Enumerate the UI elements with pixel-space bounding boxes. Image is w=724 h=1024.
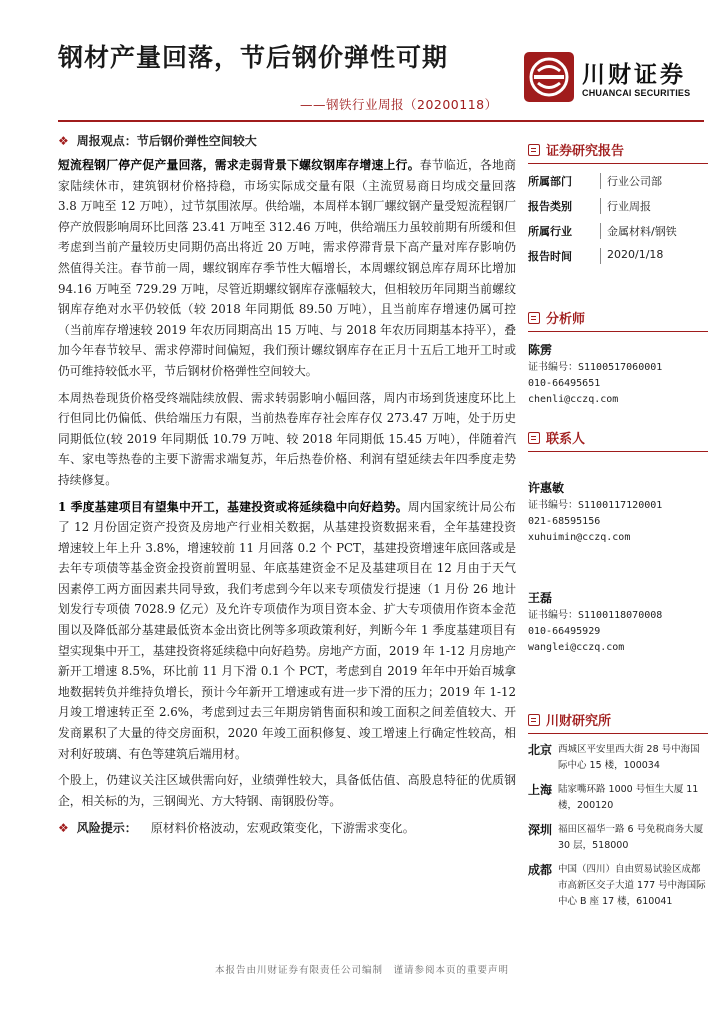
paragraph-2: 本周热卷现货价格受终端陆续放假、需求转弱影响小幅回落，周内市场到货速度环比上行但同比仍偏低、供给端压力有限，当前热卷库存社会库存仅 273.47 万吨，处于历史同期低位(较 2019 年同期低 10.79 万吨、较 2018 年同期低 15.45 万吨），伴随着汽车、家电等热卷的主要下游需求端复苏，年后热卷价格、利润有望延续去年四季度走势持续修复。 — [58, 390, 516, 487]
report-info-row: 报告时间 2020/1/18 — [528, 248, 664, 263]
contact-name: 许惠敏 — [528, 481, 565, 495]
contact-email[interactable]: xuhuimin@cczq.com — [528, 532, 631, 543]
contact-cert: 证书编号：S1100118070008 — [528, 610, 663, 621]
logo-icon — [524, 52, 574, 102]
paragraph-3-body: 周内国家统计局公布了 12 月份固定资产投资及房地产行业相关数据，从基建投资数据来看，全年基建投资增速较上年上升 3.8%，增速较前 11 月回落 0.2 个 PCT，基建投资增速年底回落或是去年专项债等基金资金投资前置明显、年底基建资金不足及基建项目在 12 月由于天气因素停工两方面因素共同导致，我们考虑到今年以来专项债发行提速（1 月份 26 地计划发行专项债 7028.9 亿元）及允许专项债作为项目资本金、扩大专项债用作资本金范围以及降低部分基建最低资本金出资比例等多项政策利好，判断今年 1 季度基建项目有望实现集中开工，基建投资将延续稳中向好趋势。房地产方面，2019 年 1-12 月房地产新开工增速 8.5%，环比前 11 月下滑 0.1 个 PCT，考虑到自 2019 年年中开始百城拿地数据转负并维持负增长，预计今年新开工增速或有进一步下滑的压力；2019 年 1-12 月竣工增速转正至 2.6%，考虑到过去三年期房销售面积和竣工面积之间差值较大、开发商累积了大量的待交房面积，2020 年竣工面积修复、竣工增速上行确定性较高，相对利好玻璃、有色等建筑后端用材。 — [58, 499, 516, 761]
office-address: 深圳 福田区福华一路 6 号免税商务大厦 30 层，518000 — [528, 823, 704, 851]
analyst-heading: 分析师 — [528, 308, 708, 332]
document-icon — [528, 312, 540, 324]
analyst-name: 陈雳 — [528, 343, 553, 357]
paragraph-1-lead: 短流程钢厂停产促产量回落，需求走弱背景下螺纹钢库存增速上行。 — [58, 158, 420, 172]
report-info-row: 所属部门 行业公司部 — [528, 175, 662, 188]
contact-phone: 021-68595156 — [528, 516, 601, 527]
contact-name: 王磊 — [528, 591, 553, 605]
contact-cert: 证书编号：S1100117120001 — [528, 500, 663, 511]
report-info-row: 所属行业 金属材料/钢铁 — [528, 225, 677, 238]
document-icon — [528, 144, 540, 156]
diamond-bullet-icon: ❖ — [58, 820, 69, 835]
analyst-phone: 010-66495651 — [528, 378, 601, 389]
logo-text-en: CHUANCAI SECURITIES — [582, 88, 691, 98]
page-footer: 本报告由川财证券有限责任公司编制 谨请参阅本页的重要声明 — [214, 965, 509, 976]
contact-card — [528, 590, 708, 656]
paragraph-3-lead: 1 季度基建项目有望集中开工，基建投资或将延续稳中向好趋势。 — [58, 499, 408, 514]
section-heading — [58, 132, 516, 149]
analyst-card — [528, 342, 708, 408]
risk-text: 原材料价格波动，宏观政策变化，下游需求变化。 — [150, 821, 415, 836]
paragraph-3 — [58, 497, 516, 765]
contact-card — [528, 480, 708, 546]
paragraph-4: 个股上，仍建议关注区域供需向好，业绩弹性较大，具备低估值、高股息特征的优质钢企，相关标的为，三钢闽光、方大特钢、南钢股份等。 — [58, 773, 516, 808]
page-subtitle: ——钢铁行业周报（20200118） — [300, 97, 498, 112]
paragraph-1 — [58, 155, 516, 382]
document-icon — [528, 714, 540, 726]
paragraph-1-body: 春节临近，各地商家陆续休市，建筑钢材价格持稳，市场实际成交量有限（主流贸易商日均成交量回落 3.8 万吨至 12 万吨），过节氛围浓厚。供给端，本周样本钢厂螺纹钢产量受短流程钢厂停产放假影响周环比回落 23.41 万吨至 312.46 万吨，供给端压力虽较前期有所缓和但考虑到当前产量较历史同期仍高出将近 20 万吨，需求停滞背景下高产量对库存影响仍然值得关注。春节前一周，螺纹钢库存季节性大幅增长，本周螺纹钢总库存周环比增加 94.16 万吨至 729.29 万吨，尽管近期螺纹钢库存涨幅较大，但相较历年同期当前螺纹钢库存绝对水平仍较低（较 2018 年同期低 89.50 万吨），且当前库存增速仍属可控（当前库存增速较 2019 年农历同期高出 15 万吨、与 2018 年农历同期基本持平），叠加今年春节较早、需求停滞时间偏短，我们预计螺纹钢库存在正月十五后工地开工时或仍可维持较低水平，节后钢材价格弹性空间较大。 — [58, 158, 516, 378]
company-logo — [524, 52, 694, 102]
office-address: 上海 陆家嘴环路 1000 号恒生大厦 11 楼，200120 — [528, 783, 699, 811]
document-icon — [528, 432, 540, 444]
logo-text-cn: 川财证券 — [582, 62, 686, 88]
page-title: 钢材产量回落，节后钢价弹性可期 — [58, 43, 449, 72]
diamond-bullet-icon: ❖ — [58, 133, 69, 148]
office-address: 成都 中国（四川）自由贸易试验区成都市高新区交子大道 177 号中海国际中心 B 座 17 楼，610041 — [528, 863, 706, 907]
analyst-cert: 证书编号：S1100517060001 — [528, 362, 663, 373]
contact-heading: 联系人 — [528, 428, 708, 452]
report-info-heading: 证券研究报告 — [528, 140, 708, 164]
header-divider — [58, 120, 704, 122]
sidebar — [528, 140, 708, 910]
risk-label: 风险提示： — [76, 821, 137, 836]
analyst-email[interactable]: chenli@cczq.com — [528, 394, 619, 405]
section-heading-text: 周报观点：节后钢价弹性空间较大 — [76, 134, 257, 148]
institute-heading: 川财研究所 — [528, 710, 708, 734]
risk-warning — [58, 819, 516, 836]
contact-email[interactable]: wanglei@cczq.com — [528, 642, 625, 653]
office-address: 北京 西城区平安里西大街 28 号中海国际中心 15 楼，100034 — [528, 743, 700, 771]
report-info-row: 报告类别 行业周报 — [528, 200, 651, 213]
main-column — [58, 132, 516, 836]
contact-phone: 010-66495929 — [528, 626, 601, 637]
